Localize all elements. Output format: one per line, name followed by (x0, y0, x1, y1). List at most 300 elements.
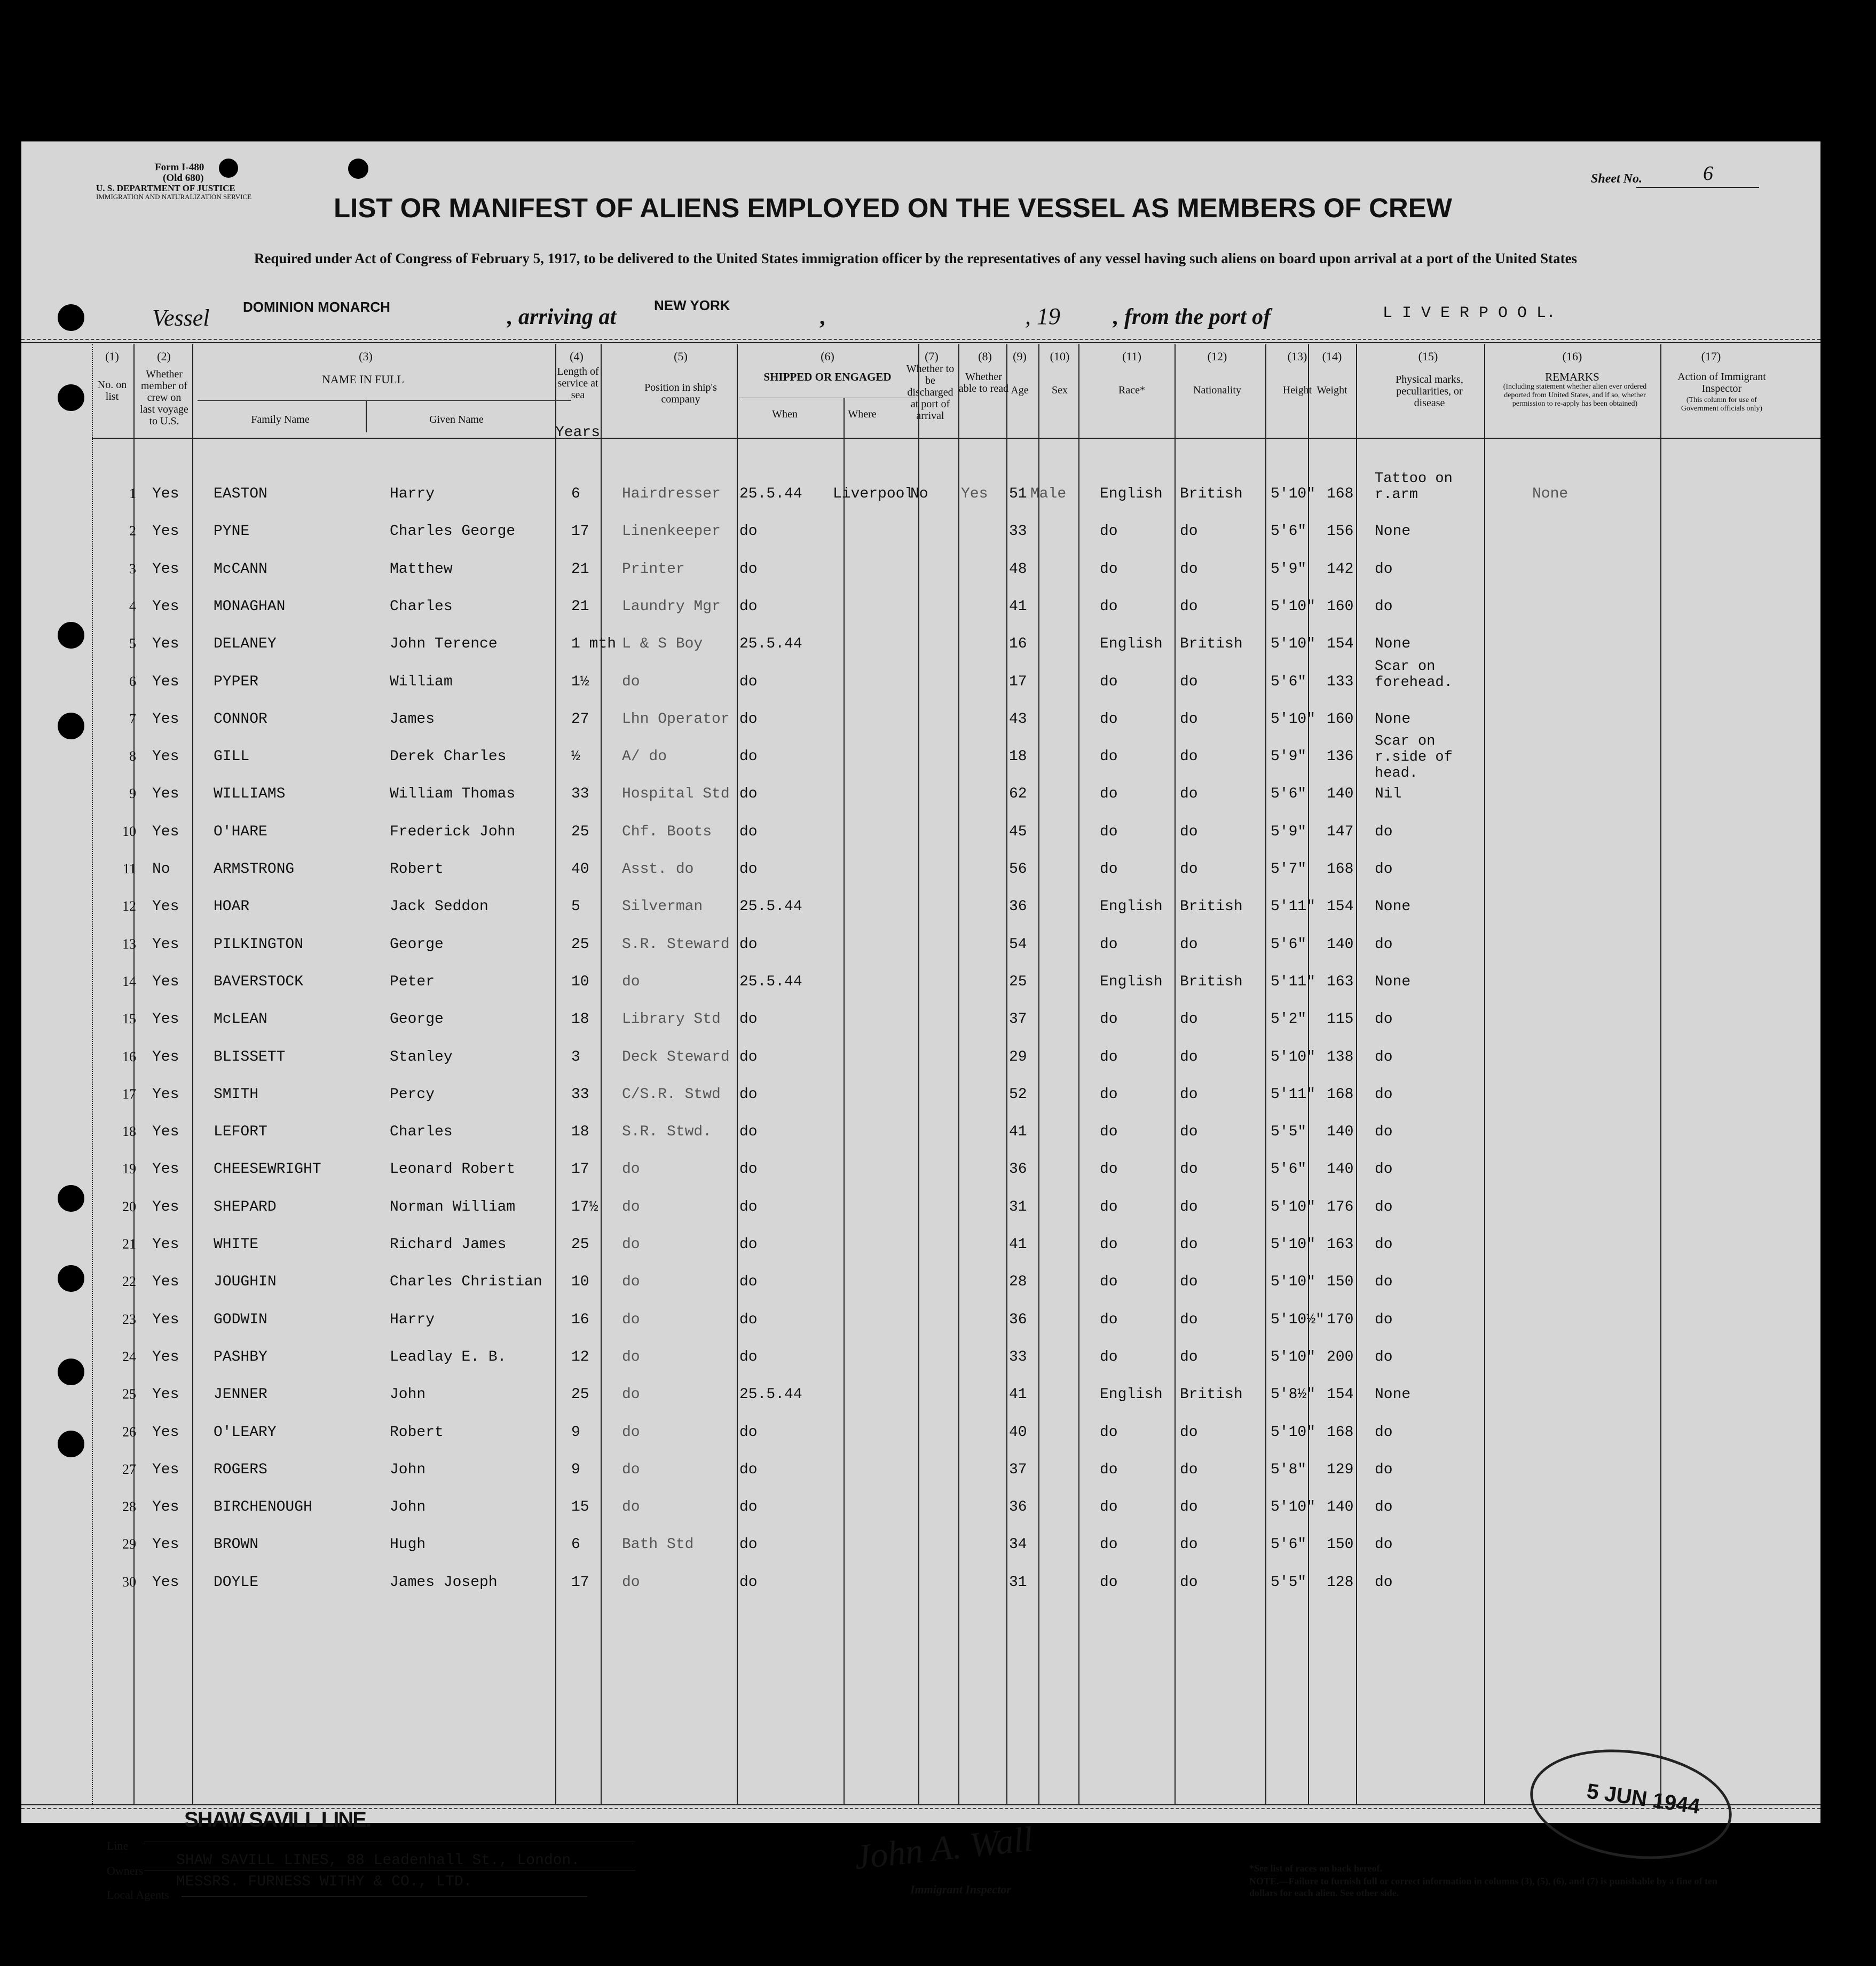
service: IMMIGRATION AND NATURALIZATION SERVICE (96, 193, 252, 201)
cell-race: do (1100, 1461, 1118, 1478)
cell-given: John (390, 1499, 426, 1516)
cell-marks: None (1375, 636, 1411, 653)
cell-nat: do (1180, 823, 1198, 840)
stamp-date: 5 JUN 1944 (1585, 1779, 1702, 1819)
cell-nat: do (1180, 1198, 1198, 1215)
col-rule (1006, 344, 1007, 1804)
cell-nat: do (1180, 786, 1198, 803)
cell-no: 1 (129, 486, 136, 501)
cell-no: 16 (122, 1048, 136, 1064)
cell-weight: 133 (1327, 673, 1354, 690)
cell-position: do (622, 1311, 640, 1328)
cell-when: do (739, 523, 758, 540)
cell-marks: Nil (1375, 786, 1402, 803)
cell-age: 41 (1009, 598, 1027, 615)
col-head-remarks: REMARKS (1545, 370, 1599, 383)
cell-age: 29 (1009, 1048, 1027, 1065)
cell-when: do (739, 1124, 758, 1141)
cell-height: 5'10" (1271, 1198, 1316, 1215)
cell-no: 14 (122, 973, 136, 989)
cell-family: CONNOR (214, 710, 267, 728)
cell-race: do (1100, 673, 1118, 690)
cell-weight: 150 (1327, 1274, 1354, 1291)
cell-when: do (739, 710, 758, 728)
cell-family: CHEESEWRIGHT (214, 1161, 321, 1178)
col-rule (737, 344, 738, 1804)
cell-service: 33 (571, 1086, 589, 1103)
cell-position: Deck Steward (622, 1048, 730, 1065)
col-number: (10) (1050, 350, 1070, 363)
cell-weight: 156 (1327, 523, 1354, 540)
arriving-label: , arriving at (507, 305, 617, 329)
cell-age: 16 (1009, 636, 1027, 653)
cell-marks: do (1375, 598, 1393, 615)
cell-position: do (622, 1386, 640, 1403)
cell-race: do (1100, 786, 1118, 803)
cell-when: do (739, 1011, 758, 1028)
col-rule (192, 344, 193, 1804)
cell-nat: do (1180, 523, 1198, 540)
cell-height: 5'9" (1271, 748, 1307, 765)
cell-given: George (390, 936, 444, 953)
col-head-race: Race* (1118, 384, 1145, 396)
cell-when: do (739, 1424, 758, 1441)
cell-family: HOAR (214, 898, 250, 915)
cell-position: L & S Boy (622, 636, 703, 653)
cell-race: do (1100, 1348, 1118, 1365)
col-head-age: Age (1011, 384, 1029, 396)
cell-service: 18 (571, 1124, 589, 1141)
cell-race: do (1100, 936, 1118, 953)
col-number: (13) (1287, 350, 1307, 363)
cell-when: do (739, 823, 758, 840)
cell-family: PASHBY (214, 1348, 267, 1365)
cell-family: WILLIAMS (214, 786, 286, 803)
line-label: Line (107, 1839, 129, 1852)
cell-age: 45 (1009, 823, 1027, 840)
arrival-port: NEW YORK (654, 297, 730, 313)
cell-prev: Yes (152, 1236, 179, 1253)
cell-age: 37 (1009, 1461, 1027, 1478)
cell-age: 37 (1009, 1011, 1027, 1028)
cell-age: 41 (1009, 1236, 1027, 1253)
cell-position: do (622, 673, 640, 690)
cell-age: 33 (1009, 1348, 1027, 1365)
cell-nat: do (1180, 560, 1198, 578)
col-rule (92, 344, 93, 1804)
cell-no: 7 (129, 710, 136, 727)
cell-service: 1 mth (571, 636, 617, 653)
cell-weight: 168 (1327, 861, 1354, 878)
cell-nat: do (1180, 673, 1198, 690)
cell-height: 5'10" (1271, 1424, 1316, 1441)
cell-marks: do (1375, 1536, 1393, 1553)
cell-given: Frederick John (390, 823, 516, 840)
cell-marks: None (1375, 523, 1411, 540)
cell-race: do (1100, 1011, 1118, 1028)
cell-nat: British (1180, 973, 1243, 990)
cell-nat: do (1180, 1461, 1198, 1478)
cell-weight: 136 (1327, 748, 1354, 765)
binder-hole (58, 1359, 84, 1385)
cell-when: do (739, 1536, 758, 1553)
cell-marks: do (1375, 1311, 1393, 1328)
col-head-sex: Sex (1052, 384, 1068, 396)
cell-service: 17 (571, 1161, 589, 1178)
header-rule (21, 342, 1820, 343)
cell-position: do (622, 973, 640, 990)
cell-height: 5'10" (1271, 598, 1316, 615)
binder-hole (348, 159, 368, 179)
col-head-action: Action of Immigrant Inspector (1677, 371, 1766, 394)
cell-family: GILL (214, 748, 250, 765)
col-rule (1078, 344, 1079, 1804)
cell-weight: 200 (1327, 1348, 1354, 1365)
cell-weight: 160 (1327, 710, 1354, 728)
cell-family: WHITE (214, 1236, 259, 1253)
cell-position: do (622, 1461, 640, 1478)
col-number: (8) (978, 350, 992, 363)
cell-marks: None (1375, 973, 1411, 990)
cell-height: 5'10" (1271, 1499, 1316, 1516)
col-head-where: Where (848, 408, 877, 420)
cell-weight: 128 (1327, 1574, 1354, 1591)
from-label: , from the port of (1113, 305, 1271, 329)
cell-weight: 138 (1327, 1048, 1354, 1065)
cell-when: do (739, 1048, 758, 1065)
cell-race: do (1100, 598, 1118, 615)
cell-no: 4 (129, 598, 136, 614)
cell-race: do (1100, 1161, 1118, 1178)
col-number: (3) (359, 350, 373, 363)
col-head-marks: Physical marks, peculiarities, or disease (1396, 374, 1463, 409)
binder-hole (58, 713, 84, 739)
cell-service: ½ (571, 748, 580, 765)
cell-weight: 176 (1327, 1198, 1354, 1215)
cell-family: BIRCHENOUGH (214, 1499, 312, 1516)
cell-service: 25 (571, 1236, 589, 1253)
cell-prev: Yes (152, 1424, 179, 1441)
cell-given: Jack Seddon (390, 898, 488, 915)
cell-nat: do (1180, 1574, 1198, 1591)
cell-age: 36 (1009, 898, 1027, 915)
col-head-service: Length of service at sea (557, 366, 599, 401)
cell-height: 5'6" (1271, 936, 1307, 953)
col-head-when: When (772, 408, 798, 420)
cell-position: do (622, 1274, 640, 1291)
vessel-label: Vessel (152, 305, 210, 331)
col-head-read: Whether able to read (958, 371, 1009, 394)
cell-height: 5'9" (1271, 823, 1307, 840)
cell-position: Hairdresser (622, 486, 721, 502)
cell-position: do (622, 1161, 640, 1178)
cell-position: S.R. Steward (622, 936, 730, 953)
cell-service: 40 (571, 861, 589, 878)
cell-age: 31 (1009, 1198, 1027, 1215)
col-rule (1265, 344, 1266, 1804)
col-rule (1038, 344, 1039, 1804)
binder-hole (58, 1185, 84, 1212)
cell-given: William (390, 673, 453, 690)
sheet-label: Sheet No. (1591, 172, 1642, 186)
cell-when: do (739, 1574, 758, 1591)
cell-height: 5'10" (1271, 1048, 1316, 1065)
col-rule (918, 344, 919, 1804)
cell-prev: Yes (152, 636, 179, 653)
sheet-line (1636, 187, 1759, 188)
cell-given: Charles (390, 598, 453, 615)
cell-family: O'HARE (214, 823, 267, 840)
cell-when: 25.5.44 (739, 1386, 802, 1403)
cell-family: EASTON (214, 486, 267, 502)
cell-height: 5'10" (1271, 1348, 1316, 1365)
cell-given: William Thomas (390, 786, 516, 803)
cell-position: do (622, 1424, 640, 1441)
cell-nat: do (1180, 861, 1198, 878)
cell-no: 26 (122, 1424, 136, 1440)
cell-no: 28 (122, 1499, 136, 1515)
cell-position: Laundry Mgr (622, 598, 721, 615)
cell-service: 1½ (571, 673, 589, 690)
form-number: Form I-480 (155, 162, 204, 173)
cell-weight: 140 (1327, 936, 1354, 953)
cell-nat: do (1180, 1048, 1198, 1065)
cell-prev: Yes (152, 786, 179, 803)
cell-service: 17½ (571, 1198, 598, 1215)
cell-given: Charles (390, 1124, 453, 1141)
comma: , (819, 305, 825, 329)
name-rule (198, 400, 571, 401)
cell-given: James (390, 710, 435, 728)
cell-position: Hospital Std (622, 786, 730, 803)
cell-position: do (622, 1198, 640, 1215)
cell-nat: British (1180, 636, 1243, 653)
cell-prev: Yes (152, 1386, 179, 1403)
manifest-sheet (21, 141, 1820, 1901)
col-rule (1308, 344, 1309, 1804)
cell-given: John Terence (390, 636, 498, 653)
cell-prev: Yes (152, 823, 179, 840)
cell-nat: British (1180, 486, 1243, 502)
cell-no: 18 (122, 1124, 136, 1140)
cell-service: 16 (571, 1311, 589, 1328)
cell-given: George (390, 1011, 444, 1028)
cell-service: 15 (571, 1499, 589, 1516)
cell-nat: do (1180, 1011, 1198, 1028)
cell-height: 5'10" (1271, 710, 1316, 728)
cell-race: do (1100, 748, 1118, 765)
cell-age: 43 (1009, 710, 1027, 728)
cell-nat: do (1180, 1086, 1198, 1103)
cell-nat: do (1180, 1274, 1198, 1291)
cell-age: 52 (1009, 1086, 1027, 1103)
cell-marks: do (1375, 1161, 1393, 1178)
cell-race: do (1100, 861, 1118, 878)
cell-given: Harry (390, 1311, 435, 1328)
cell-given: John (390, 1386, 426, 1403)
cell-service: 9 (571, 1424, 580, 1441)
cell-weight: 154 (1327, 898, 1354, 915)
cell-age: 54 (1009, 936, 1027, 953)
cell-family: McLEAN (214, 1011, 267, 1028)
cell-race: do (1100, 1536, 1118, 1553)
cell-marks: do (1375, 861, 1393, 878)
cell-given: Charles Christian (390, 1274, 542, 1291)
cell-when: 25.5.44 (739, 898, 802, 915)
cell-nat: do (1180, 1311, 1198, 1328)
cell-race: do (1100, 523, 1118, 540)
cell-prev: Yes (152, 748, 179, 765)
cell-no: 9 (129, 786, 136, 802)
cell-position: Chf. Boots (622, 823, 712, 840)
cell-given: Norman William (390, 1198, 516, 1215)
cell-prev: Yes (152, 1461, 179, 1478)
cell-no: 24 (122, 1348, 136, 1364)
cell-when: 25.5.44 (739, 636, 802, 653)
col-number: (15) (1418, 350, 1438, 363)
binder-hole (58, 384, 84, 411)
cell-when: do (739, 560, 758, 578)
cell-age: 41 (1009, 1124, 1027, 1141)
cell-when: do (739, 1198, 758, 1215)
col-rule (1175, 344, 1176, 1804)
cell-race: do (1100, 1499, 1118, 1516)
cell-no: 30 (122, 1574, 136, 1590)
col-number: (12) (1207, 350, 1227, 363)
cell-family: PYNE (214, 523, 250, 540)
cell-family: PILKINGTON (214, 936, 304, 953)
cell-prev: Yes (152, 1124, 179, 1141)
cell-height: 5'6" (1271, 1161, 1307, 1178)
cell-prev: Yes (152, 560, 179, 578)
cell-service: 17 (571, 523, 589, 540)
cell-prev: Yes (152, 1574, 179, 1591)
cell-age: 56 (1009, 861, 1027, 878)
cell-sex: Male (1030, 486, 1067, 502)
cell-service: 12 (571, 1348, 589, 1365)
remarks-note: (Including statement whether alien ever ordered deported from United States, and if so, whether permission to re-apply has been obtained) (1503, 383, 1647, 408)
cell-weight: 129 (1327, 1461, 1354, 1478)
cell-race: do (1100, 823, 1118, 840)
cell-height: 5'11" (1271, 1086, 1316, 1103)
col-rule (958, 344, 959, 1804)
cell-given: Robert (390, 1424, 444, 1441)
cell-marks: Scar on forehead. (1375, 658, 1453, 691)
cell-weight: 170 (1327, 1311, 1354, 1328)
date-stamp (1523, 1738, 1739, 1872)
col-number: (1) (105, 350, 119, 363)
col-head-last-voyage: Whether member of crew on last voyage to U.S. (140, 368, 188, 427)
cell-marks: None (1375, 898, 1411, 915)
cell-no: 3 (129, 560, 136, 577)
cell-race: do (1100, 1424, 1118, 1441)
cell-when: do (739, 598, 758, 615)
cell-weight: 140 (1327, 786, 1354, 803)
col-number: (5) (674, 350, 688, 363)
cell-height: 5'10" (1271, 636, 1316, 653)
cell-no: 25 (122, 1386, 136, 1402)
cell-no: 13 (122, 936, 136, 952)
cell-height: 5'7" (1271, 861, 1307, 878)
cell-position: Lhn Operator (622, 710, 730, 728)
cell-given: Leadlay E. B. (390, 1348, 507, 1365)
cell-marks: do (1375, 1461, 1393, 1478)
cell-prev: Yes (152, 898, 179, 915)
cell-prev: Yes (152, 1274, 179, 1291)
cell-weight: 150 (1327, 1536, 1354, 1553)
cell-when: do (739, 1086, 758, 1103)
cell-family: BLISSETT (214, 1048, 286, 1065)
cell-age: 34 (1009, 1536, 1027, 1553)
cell-position: C/S.R. Stwd (622, 1086, 721, 1103)
cell-age: 62 (1009, 786, 1027, 803)
cell-prev: Yes (152, 710, 179, 728)
cell-weight: 168 (1327, 1424, 1354, 1441)
binder-hole (219, 159, 238, 178)
cell-when: do (739, 748, 758, 765)
cell-age: 31 (1009, 1574, 1027, 1591)
cell-service: 10 (571, 1274, 589, 1291)
cell-no: 11 (122, 861, 136, 877)
cell-nat: do (1180, 1348, 1198, 1365)
cell-weight: 154 (1327, 1386, 1354, 1403)
cell-height: 5'6" (1271, 523, 1307, 540)
cell-race: do (1100, 1574, 1118, 1591)
cell-weight: 140 (1327, 1499, 1354, 1516)
cell-service: 27 (571, 710, 589, 728)
cell-height: 5'8" (1271, 1461, 1307, 1478)
cell-no: 19 (122, 1161, 136, 1177)
cell-given: Stanley (390, 1048, 453, 1065)
col-number: (11) (1122, 350, 1141, 363)
cell-family: SMITH (214, 1086, 259, 1103)
cell-service: 21 (571, 598, 589, 615)
cell-position: Bath Std (622, 1536, 694, 1553)
cell-given: Richard James (390, 1236, 507, 1253)
head-bottom-rule (92, 438, 1820, 439)
cell-family: McCANN (214, 560, 267, 578)
department: U. S. DEPARTMENT OF JUSTICE (96, 183, 235, 193)
cell-height: 5'8½" (1271, 1386, 1316, 1403)
cell-age: 33 (1009, 523, 1027, 540)
cell-race: do (1100, 1086, 1118, 1103)
cell-where: Liverpool (833, 486, 914, 502)
cell-when: do (739, 861, 758, 878)
col-number: (2) (157, 350, 171, 363)
cell-nat: do (1180, 1236, 1198, 1253)
cell-service: 10 (571, 973, 589, 990)
cell-age: 41 (1009, 1386, 1027, 1403)
agents-label: Local Agents (107, 1888, 169, 1901)
cell-service: 25 (571, 1386, 589, 1403)
cell-weight: 163 (1327, 973, 1354, 990)
cell-marks: do (1375, 1048, 1393, 1065)
cell-prev: Yes (152, 1048, 179, 1065)
cell-age: 36 (1009, 1499, 1027, 1516)
cell-position: do (622, 1236, 640, 1253)
penalty-note: NOTE.—Failure to furnish full or correct information in columns (3), (5), (6), and (7) is punishable by a fine of ten dollars for each alien. See other side. (1249, 1876, 1718, 1898)
col-rule (555, 344, 556, 1804)
cell-family: JENNER (214, 1386, 267, 1403)
col-head-given: Given Name (429, 414, 484, 425)
cell-given: Harry (390, 486, 435, 502)
cell-age: 36 (1009, 1311, 1027, 1328)
cell-marks: Tattoo on r.arm (1375, 471, 1453, 503)
binder-hole (58, 622, 84, 649)
cell-prev: Yes (152, 673, 179, 690)
cell-when: do (739, 1461, 758, 1478)
cell-no: 23 (122, 1311, 136, 1327)
